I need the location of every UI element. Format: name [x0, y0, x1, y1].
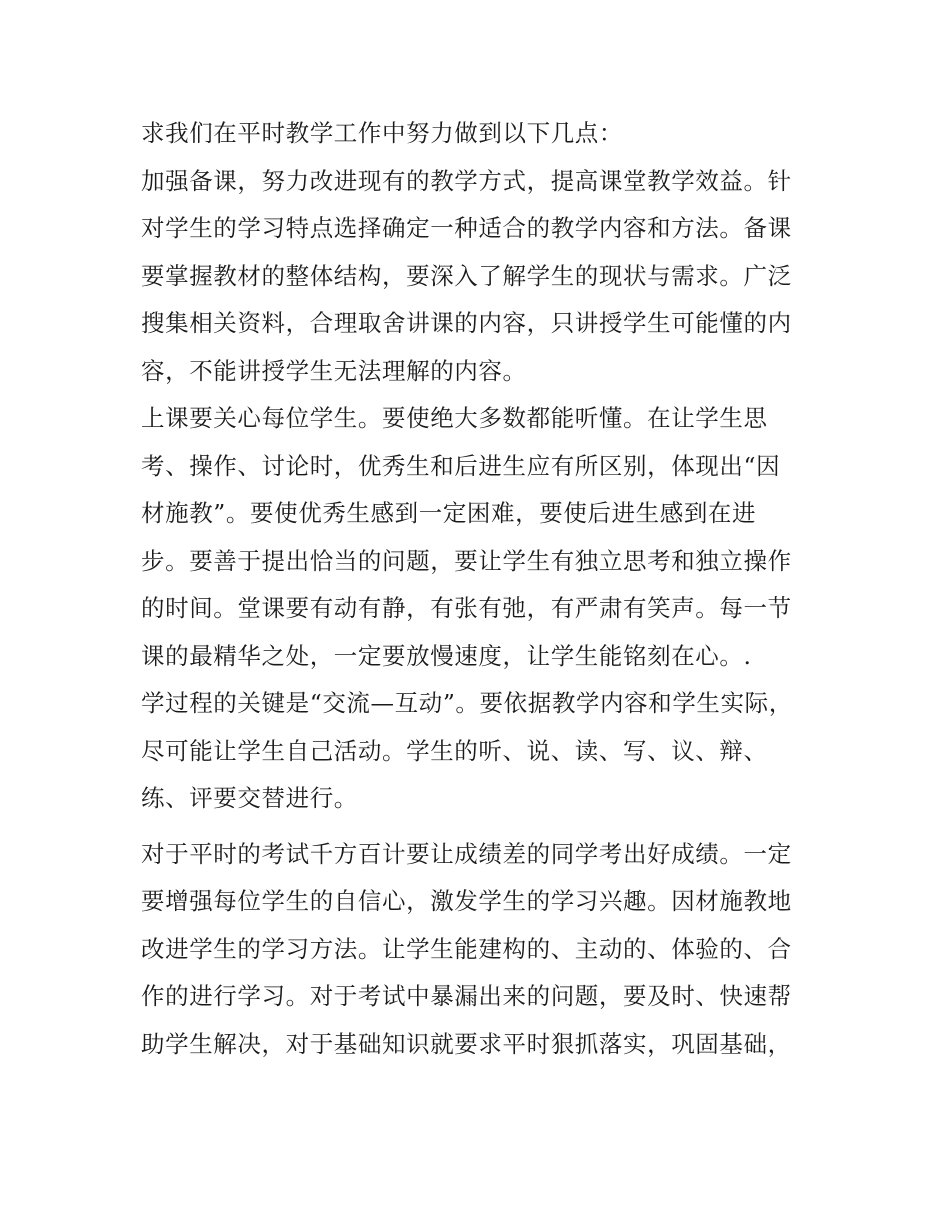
text-line: 练、评要交替进行。: [141, 784, 358, 812]
text-line: 求我们在平时教学工作中努力做到以下几点：: [141, 119, 623, 147]
paragraph-gap: [141, 823, 821, 831]
text-line: 材施教”。要使优秀生感到一定困难，要使后进生感到在进: [141, 499, 757, 527]
text-line: 尽可能让学生自己活动。学生的听、说、读、写、议、辩、: [141, 736, 768, 765]
text-line: 考、操作、讨论时，优秀生和后进生应有所区别，体现出“因: [141, 451, 781, 480]
document-body: [141, 110, 821, 1068]
text-line: 改进学生的学习方法。让学生能建构的、主动的、体验的、合: [141, 934, 792, 963]
text-line: 加强备课，努力改进现有的教学方式，提高课堂教学效益。针: [141, 166, 792, 195]
text-line: 步。要善于提出恰当的问题，要让学生有独立思考和独立操作: [141, 546, 792, 575]
text-line: 的时间。堂课要有动有静，有张有弛，有严肃有笑声。每一节: [141, 594, 792, 622]
text-line: 搜集相关资料，合理取舍讲课的内容，只讲授学生可能懂的内: [141, 309, 792, 337]
text-line: 对于平时的考试千方百计要让成绩差的同学考出好成绩。一定: [141, 839, 792, 868]
text-line: 助学生解决，对于基础知识就要求平时狠抓落实，巩固基础，: [141, 1029, 792, 1058]
text-line: 课的最精华之处，一定要放慢速度，让学生能铭刻在心。.: [141, 641, 752, 670]
text-line: 上课要关心每位学生。要使绝大多数都能听懂。在让学生思: [141, 404, 768, 432]
text-line: 学过程的关键是“交流—互动”。要依据教学内容和学生实际，: [141, 689, 793, 717]
text-line: 要掌握教材的整体结构，要深入了解学生的现状与需求。广泛: [141, 261, 792, 290]
text-line: 要增强每位学生的自信心，激发学生的学习兴趣。因材施教地: [141, 887, 792, 915]
text-line: 作的进行学习。对于考试中暴漏出来的问题，要及时、快速帮: [141, 982, 792, 1010]
text-line: 对学生的学习特点选择确定一种适合的教学内容和方法。备课: [141, 214, 792, 242]
text-line: 容，不能讲授学生无法理解的内容。: [141, 356, 527, 385]
